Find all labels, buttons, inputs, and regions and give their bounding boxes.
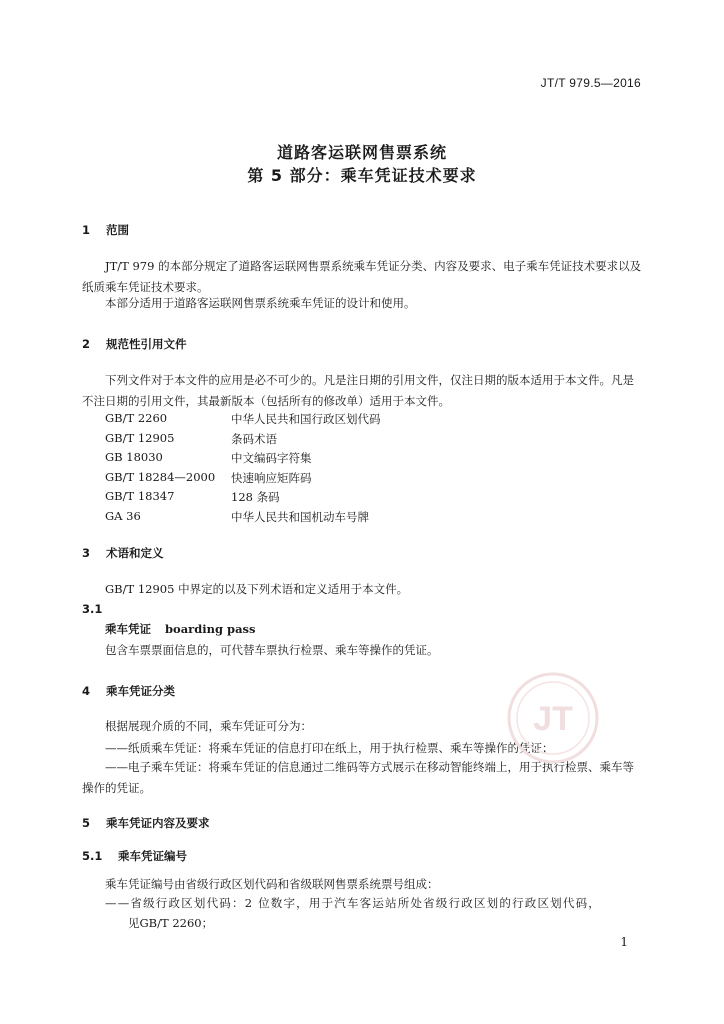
reference-row xyxy=(105,509,381,529)
term-chinese: 乘车凭证 xyxy=(105,622,151,636)
section-1-paragraph-1: JT/T 979 的本部分规定了道路客运联网售票系统乘车凭证分类、内容及要求、电子乘车凭证技术要求以及纸质乘车凭证技术要求。 xyxy=(82,259,642,294)
reference-row xyxy=(105,470,381,490)
standard-code: JT/T 979.5—2016 xyxy=(540,76,641,90)
reference-title: 128 条码 xyxy=(231,490,280,504)
section-3-paragraph-1: GB/T 12905 中界定的以及下列术语和定义适用于本文件。 xyxy=(105,582,409,596)
section-title: 乘车凭证分类 xyxy=(106,684,176,698)
code-item-province-cont: 见GB/T 2260； xyxy=(128,916,214,930)
title-line-2: 第 5 部分：乘车凭证技术要求 xyxy=(247,166,477,185)
subsection-number: 5.1 xyxy=(82,849,103,863)
section-title: 术语和定义 xyxy=(106,546,164,560)
reference-code: GB/T 18347 xyxy=(105,489,175,503)
normative-references-list xyxy=(105,411,381,528)
reference-row xyxy=(105,411,381,431)
reference-code: GB 18030 xyxy=(105,450,163,464)
reference-code: GB/T 2260 xyxy=(105,411,168,425)
section-number: 2 xyxy=(82,337,91,351)
section-5-1-paragraph-1: 乘车凭证编号由省级行政区划代码和省级联网售票系统票号组成： xyxy=(105,877,439,891)
section-title: 乘车凭证内容及要求 xyxy=(106,816,210,830)
reference-code: GA 36 xyxy=(105,508,141,523)
page-number: 1 xyxy=(620,935,628,949)
classification-item-paper: ——纸质乘车凭证：将乘车凭证的信息打印在纸上，用于执行检票、乘车等操作的凭证； xyxy=(105,741,554,755)
subsection-5-1-heading xyxy=(82,848,187,864)
reference-title: 中华人民共和国行政区划代码 xyxy=(231,412,381,426)
reference-code: GB/T 12905 xyxy=(105,430,175,445)
reference-row xyxy=(105,489,381,509)
subsection-3-1-number: 3.1 xyxy=(82,602,103,616)
reference-title: 中文编码字符集 xyxy=(231,451,312,465)
reference-row xyxy=(105,450,381,470)
reference-code: GB/T 18284—2000 xyxy=(105,469,216,484)
reference-title: 快速响应矩阵码 xyxy=(231,470,312,485)
jt-watermark-logo xyxy=(505,670,601,766)
section-number: 1 xyxy=(82,223,91,237)
section-2-paragraph-1: 下列文件对于本文件的应用是必不可少的。凡是注日期的引用文件，仅注日期的版本适用于本文件。凡是不注日期的引用文件，其最新版本（包括所有的修改单）适用于本文件。 xyxy=(82,373,634,408)
reference-row xyxy=(105,431,381,451)
section-4-paragraph-1: 根据展现介质的不同，乘车凭证可分为： xyxy=(105,719,312,733)
section-3-heading xyxy=(82,545,164,561)
section-1-paragraph-2: 本部分适用于道路客运联网售票系统乘车凭证的设计和使用。 xyxy=(105,296,416,310)
section-title: 范围 xyxy=(106,223,130,237)
section-number: 5 xyxy=(82,816,91,830)
classification-item-electronic: ——电子乘车凭证：将乘车凭证的信息通过二维码等方式展示在移动智能终端上，用于执行检票、乘车等操作的凭证。 xyxy=(82,760,634,795)
section-2-heading xyxy=(82,336,187,352)
section-number: 3 xyxy=(82,546,91,560)
term-english: boarding pass xyxy=(165,622,256,636)
reference-title: 中华人民共和国机动车号牌 xyxy=(231,509,369,524)
code-item-province: ——省级行政区划代码：2 位数字，用于汽车客运站所处省级行政区划的行政区划代码， xyxy=(105,896,601,910)
term-definition: 包含车票票面信息的，可代替车票执行检票、乘车等操作的凭证。 xyxy=(105,643,439,657)
section-number: 4 xyxy=(82,684,91,698)
term-entry xyxy=(105,621,255,637)
watermark-text: JT xyxy=(533,700,573,738)
section-5-heading xyxy=(82,815,210,831)
title-line-1: 道路客运联网售票系统 xyxy=(276,143,447,162)
reference-title: 条码术语 xyxy=(231,431,277,446)
section-1-heading xyxy=(82,222,129,238)
section-4-heading xyxy=(82,683,175,699)
section-title: 规范性引用文件 xyxy=(106,337,187,351)
subsection-title: 乘车凭证编号 xyxy=(118,849,188,863)
